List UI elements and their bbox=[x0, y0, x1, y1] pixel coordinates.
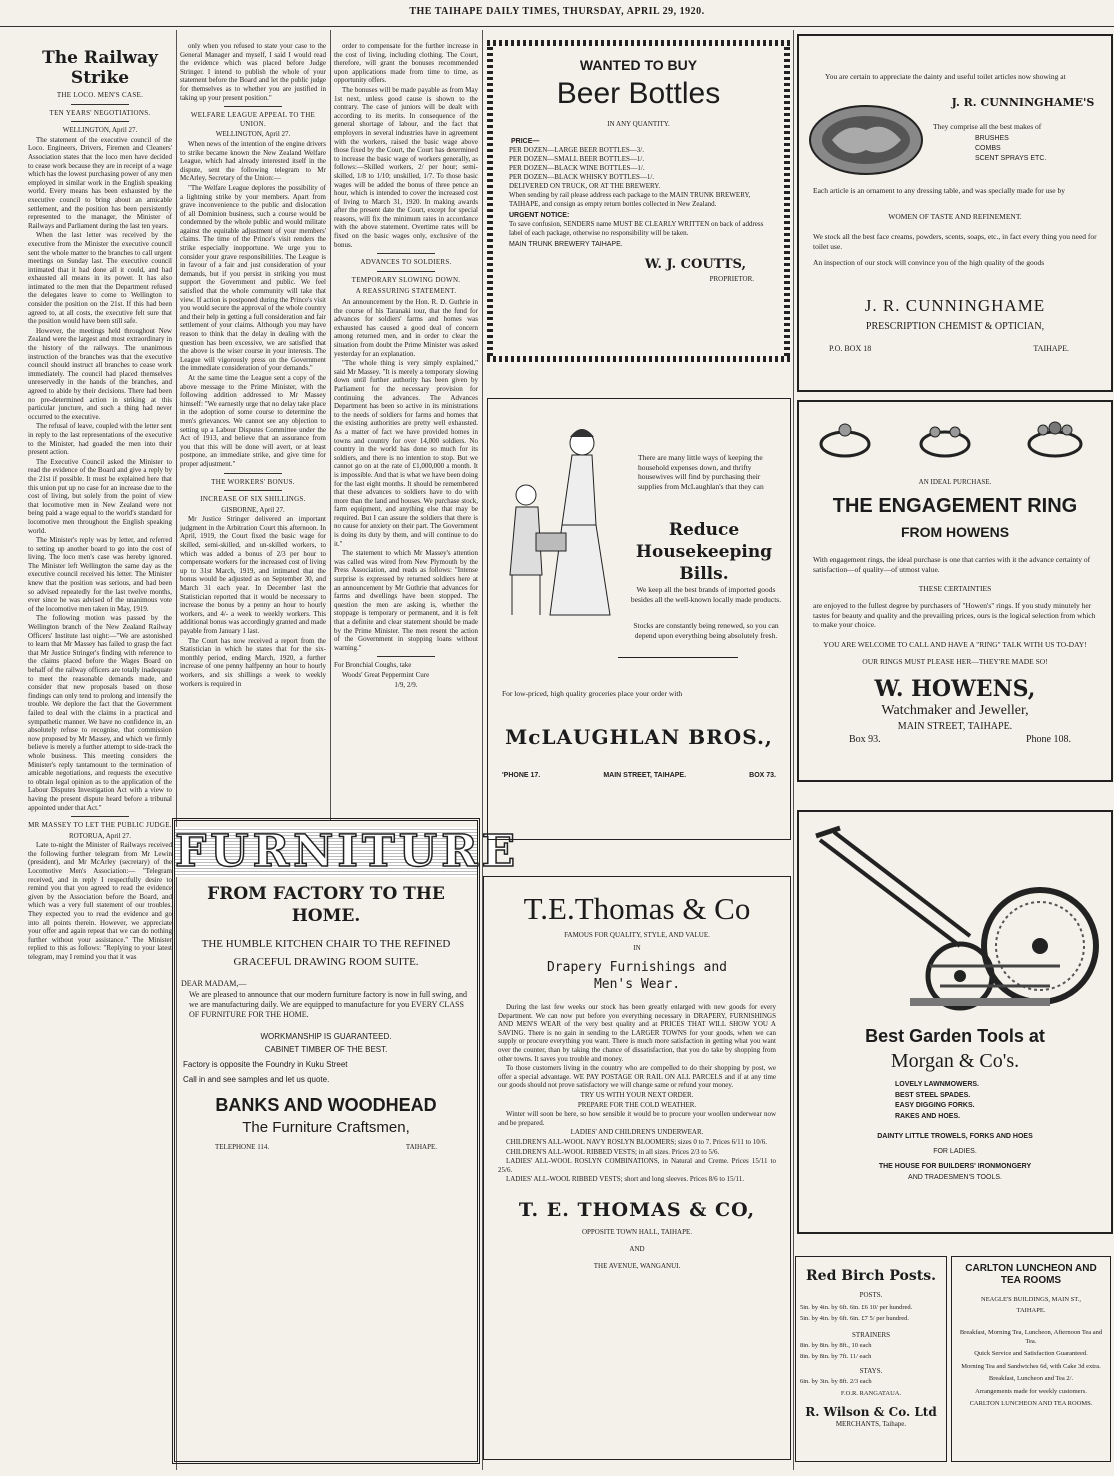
wilson-strainer-price: 8in. by 8in. by 7ft. 11/ each bbox=[800, 1352, 872, 1360]
paragraph: order to compensate for the further increase in the cost of living, including clothing. The Court, therefore, will grant the bonuses recommended upon applications made from time to time, as opportunity offers. bbox=[334, 42, 478, 85]
thomas-in: IN bbox=[633, 944, 641, 952]
wilson-strainers: STRAINERS bbox=[851, 1331, 891, 1339]
wilson-title: Red Birch Posts. bbox=[806, 1268, 936, 1284]
dateline: GISBORNE, April 27. bbox=[221, 505, 285, 514]
list-item: COMBS bbox=[975, 145, 1001, 152]
thomas-famous: FAMOUS FOR QUALITY, STYLE, AND VALUE. bbox=[564, 931, 710, 939]
paragraph: The bonuses will be made payable as from May 1st next, unless good cause is shown to the contrary. The case of juniors will be dealt with according to its merits. In consequence of the general shortage of labour, and the fact that employers in several industries have in agreement with the workers, raised the basic wage above those fixed by the Court, the Court has determined to increase the basic wage of workers generally, as follows:—Skilled workers, 2/ per hour; semi-skilled, 1/8 to 1/10; unskilled, 1/7. To those basic wages will be added the bonus of three pence an hour, which is intended to cover the increased cost of living to March 31, 1920. In making awards after the present date the Court, except for special reasons, will fix the minimum rates in accordance with the above statement. Overtime rates will be fixed on the basic wages only, exclusive of the bonus. bbox=[334, 85, 478, 249]
thomas-underwear-list bbox=[498, 1138, 776, 1184]
list-item: BEST STEEL SPADES. bbox=[895, 1091, 971, 1099]
beer-rail-note: When sending by rail please address each package to the MAIN TRUNK BREWERY, TAIHAPE, and consign as empty return bottles collected in New Zealand. bbox=[509, 191, 751, 208]
cunninghame-inspection: An inspection of our stock will convince you of the high quality of the goods bbox=[813, 258, 1045, 267]
howens-role: Watchmaker and Jeweller, bbox=[881, 703, 1029, 718]
thomas-ad bbox=[483, 876, 791, 1460]
howens-rings: OUR RINGS MUST PLEASE HER—THEY'RE MADE SO! bbox=[862, 657, 1048, 666]
divider bbox=[71, 816, 129, 817]
mclaughlan-street: MAIN STREET, TAIHAPE. bbox=[603, 772, 687, 779]
furniture-line: CABINET TIMBER OF THE BEST. bbox=[264, 1045, 388, 1054]
wilson-firm: R. Wilson & Co. Ltd bbox=[805, 1404, 937, 1419]
mclaughlan-name: McLAUGHLAN BROS., bbox=[505, 725, 773, 749]
list-item: LADIES' ALL-WOOL ROSLYN COMBINATIONS, in Natural and Creme. Prices 15/11 to 25/6. bbox=[498, 1157, 776, 1174]
divider bbox=[71, 104, 129, 105]
masthead: THE TAIHAPE DAILY TIMES, THURSDAY, APRIL 29, 1920. bbox=[0, 0, 1114, 27]
beer-notice: To save confusion, SENDERS name MUST BE CLEARLY WRITTEN on back of address label of each package, otherwise no responsibility will be taken. bbox=[509, 220, 764, 237]
border-ornament bbox=[487, 356, 790, 362]
carlton-line: Breakfast, Morning Tea, Luncheon, Afternoon Tea and Tea. bbox=[959, 1329, 1103, 1345]
wilson-post-price: 5in. by 4in. by 6ft. 6in. £7 5/ per hundred. bbox=[800, 1314, 910, 1322]
mclaughlan-reduce: Reduce Housekeeping Bills. bbox=[635, 520, 773, 584]
furniture-line: THE HUMBLE KITCHEN CHAIR TO THE REFINED bbox=[201, 938, 451, 950]
paragraph: During the last few weeks our stock has been greatly enlarged with new goods for every Department. We can now put before you everything necessary in DRAPERY, FURNISHINGS AND MEN'S WEAR of the very best quality and at PRICES THAT WILL SHOW YOU A SAVING. There is no gain in sending to the LARGER TOWNS for your goods, when we can supply or procure everything you want. There is much more satisfaction in getting what you want over the counter, than by taking the chance of dissatisfaction, that you do take by shopping from other towns. It saves you trouble and money. bbox=[498, 1003, 776, 1063]
beer-bottles-ad bbox=[487, 40, 790, 362]
article-subhead: A REASSURING STATEMENT. bbox=[355, 287, 457, 296]
paragraph: The following motion was passed by the Wellington branch of the New Zealand Railway Officers' Institute last night:—"We are astonished to learn that Mr Massey has failed to grasp the fact that Mr Justice Stringer's finding with reference to the claims placed before the Wages Board on behalf of the railway officers are totally inadequate to meet the reasonable demands made, and consider that new proposals based on those findings can only tend to prolong and intensify the trouble. We deplore the fact that the Government failed to deal with the claims in a practical and sympathetic manner. We have no confidence in, an absolutely refuse to recognise, that commission now proposed by Mr Massey, and which we firmly believe is merely a further attempt to side-track the whole business. This meeting considers the Minister's reply tantamount to the termination of amicable negotiations, and requests the executive to obtain legal opinion as to the application of the Labour Disputes Investigation Act with a view to having the present dispute heard before a tribunal appointed under that Act." bbox=[28, 614, 172, 812]
beer-price-list bbox=[509, 146, 784, 182]
paragraph: The statement to which Mr Massey's attention was called was wired from New Plymouth by the Press Association, and reads as follows: "Intense surprise is expressed by returned soldiers here at an announcement by Mr Guthrie that advances for farms and dwellings have been stopped. The question the men are asking is, whether the stoppage is temporary or permanent, and it is felt that a definite and clear statement should be made by the Prime Minister. The men resent the action of the Government in stopping loans without warning." bbox=[334, 549, 478, 652]
dateline: ROTORUA, April 27. bbox=[68, 831, 132, 840]
paragraph: The Court has now received a report from the Statistician in which he states that for the six-monthly period, ending March, 1920, a further increase of one penny halfpenny an hour to hourly workers, and six shillings a week to weekly workers is required in bbox=[180, 636, 326, 688]
dateline: WELLINGTON, April 27. bbox=[215, 130, 291, 139]
wilson-fob: F.O.R. RANGATAUA. bbox=[840, 1389, 902, 1397]
thomas-and: AND bbox=[629, 1244, 645, 1253]
cunninghame-box: P.O. BOX 18 bbox=[829, 344, 872, 353]
list-item: LOVELY LAWNMOWERS. bbox=[895, 1081, 980, 1088]
housewife-grocer-illustration bbox=[492, 415, 622, 645]
carlton-ad bbox=[951, 1256, 1111, 1462]
cunninghame-comprise: They comprise all the best makes of bbox=[933, 122, 1042, 131]
howens-p2: are enjoyed to the fullest degree by purchasers of "Howen's" rings. If you study minutely her tastes for beauty and quality and the prevailing prices, ours is the logical selection from which to make your choice. bbox=[813, 601, 1096, 629]
cunninghame-town: TAIHAPE. bbox=[1033, 344, 1069, 353]
howens-ad bbox=[797, 400, 1113, 782]
article-subhead: ADVANCES TO SOLDIERS. bbox=[360, 258, 452, 267]
list-item: RAKES AND HOES. bbox=[895, 1112, 961, 1120]
wilson-ad bbox=[795, 1256, 947, 1462]
thomas-body bbox=[498, 1003, 776, 1184]
article-subhead: INCREASE OF SIX SHILLINGS. bbox=[200, 495, 306, 504]
cunninghame-ad bbox=[797, 34, 1113, 392]
article-subhead: THE WORKERS' BONUS. bbox=[211, 477, 295, 486]
beer-brewery: MAIN TRUNK BREWERY TAIHAPE. bbox=[509, 241, 623, 248]
beer-proprietor-role: PROPRIETOR. bbox=[709, 275, 754, 283]
wilson-stay-price: 6in. by 3in. by 8ft. 2/3 each bbox=[800, 1378, 872, 1385]
morgan-tool-list bbox=[895, 1080, 1111, 1122]
cunninghame-stock: We stock all the best face creams, powders, scents, soaps, etc., in fact every thing you need for toilet use. bbox=[813, 232, 1097, 251]
paragraph: The Minister's reply was by letter, and referred to setting up another board to go into the cost of living. The loco men's case was hereby ignored. The Minister left Wellington the same day as the executive council received his letter. The Minister knew that the position was serious, and had been so advised repeatedly for the last twelve months, ever since he was advised of the unanimous vote of the locomotive men taken in May, 1919. bbox=[28, 536, 172, 613]
list-item: CHILDREN'S ALL-WOOL NAVY ROSLYN BLOOMERS; sizes 0 to 7. Prices 6/11 to 10/6. bbox=[506, 1137, 767, 1146]
thomas-firm: T. E. THOMAS & CO, bbox=[518, 1198, 756, 1221]
beer-title: Beer Bottles bbox=[556, 77, 721, 110]
carlton-town: TAIHAPE. bbox=[1016, 1307, 1046, 1314]
paragraph: An announcement by the Hon. R. D. Guthrie in the course of his Taranaki tour, that the fund for advances for soldiers' farms and homes was exhausted has caused a good deal of concern among returned men, and in order to clear the situation from doubt the Prime Minister was asked yesterday for an explanation. bbox=[334, 298, 478, 358]
column-rule bbox=[330, 30, 331, 820]
paragraph: Mr Justice Stringer delivered an important judgment in the Arbitration Court this afternoon. In April, 1919, the Court fixed the basic wage for skilled, semi-skilled, and un-skilled workers, to which was added a bonus of 2/3 per hour to compensate workers for the increased cost of living up to 31st March, 1919, and intimated that the bonus would be adjusted as on September 30, and March 31 each year. In December last the Statistician reported that it would be necessary to increase the bonus by a penny an hour to hourly workers, and 4/- a week to weekly workers. This additional bonus was accordingly granted and made payable from January 1 last. bbox=[180, 515, 326, 635]
carlton-line: Breakfast, Luncheon and Tea 2/. bbox=[988, 1375, 1074, 1382]
article-subhead: WELFARE LEAGUE APPEAL TO THE UNION. bbox=[190, 111, 316, 128]
divider bbox=[377, 271, 435, 272]
dateline: WELLINGTON, April 27. bbox=[62, 126, 138, 135]
article-subhead: THE LOCO. MEN'S CASE. bbox=[56, 91, 144, 99]
thomas-opposite: OPPOSITE TOWN HALL, TAIHAPE. bbox=[581, 1227, 693, 1236]
paragraph: "The Welfare League deplores the possibility of a lightning strike by your members. Apart from grave inconvenience to the public and dislocation of all Dominion business, such a course would be condemned by the whole public and would militate against the equitable adjustment of your members' claims. The time of the Prince's visit renders the strike especially inopportune. We urge you to consider your grave responsibilities. The League is in favour of a fair and just consideration of your demands, but if you persist in striking you must support the Government and public. We feel satisfied that the whole community will take that view. If action is postponed during the Prince's visit you would secure the approval of the whole country and their help in getting a full consideration and fair settlement of your claims. Although you may have reason to think that the delay in dealing with the question has been excessive, we are satisfied that the above is the wiser course in your interests. The League will vigorously press on the Government the immediate consideration of your demands." bbox=[180, 183, 326, 373]
carlton-line: Morning Tea and Sandwiches 6d, with Cake 3d extra. bbox=[961, 1362, 1101, 1370]
list-item: CHILDREN'S ALL-WOOL RIBBED VESTS; in all sizes. Prices 2/3 to 5/6. bbox=[506, 1147, 720, 1156]
thomas-title: T.E.Thomas & Co bbox=[523, 891, 751, 926]
paragraph: The Executive Council asked the Minister to read the evidence of the Board and give a reply by the 21st if possible. It must be explained here that this union put up no case for an increase due to the cost of living, but solely from the point of view that locomotive men in New Zealand were not being paid a wage equal to the world's standard for locomotive men throughout the English speaking world. bbox=[28, 457, 172, 535]
furniture-body: We are pleased to announce that our modern furniture factory is now in full swing, and we are manufacturing daily. We are equipped to manufacture for you EVERY CLASS OF FURNITURE FOR THE HOME. bbox=[189, 990, 467, 1019]
morgan-trades: AND TRADESMEN'S TOOLS. bbox=[908, 1174, 1002, 1181]
paragraph: To those customers living in the country who are compelled to do their shopping by post, we offer a special advantage. WE PAY POSTAGE OR RAIL ON ALL PARCELS and if at any time our goods should not prove satisfactory we will change same or refund your money. bbox=[498, 1064, 776, 1090]
article-subhead: TEN YEARS' NEGOTIATIONS. bbox=[49, 108, 151, 117]
morgan-ad bbox=[797, 810, 1113, 1234]
wilson-strainer-price: 8in. by 8in. by 8ft., 10 each bbox=[800, 1342, 872, 1349]
paragraph: Winter will soon be here, so how sensible it would be to procure your woollen underwear now and be prepared. bbox=[498, 1110, 776, 1127]
beer-proprietor-name: W. J. COUTTS, bbox=[644, 257, 746, 272]
paragraph: When the last letter was received by the executive from the Minister the executive council sent the whole matter to the branches to call urgent meetings on Sunday last. The executive council intimated that it had done all it could, and had exhausted all means in its power. It has also intimated to the men that the Department refused the delegates leave to come to Wellington to consider the position on the 21st. If this had been agreed to, at all costs, the executive felt sure that the position would have been still safe. bbox=[28, 231, 172, 326]
carlton-line: Arrangements made for weekly customers. bbox=[975, 1387, 1087, 1395]
cunninghame-intro: You are certain to appreciate the dainty and useful toilet articles now showing at bbox=[825, 72, 1066, 81]
column-rule bbox=[793, 30, 794, 1470]
divider bbox=[377, 656, 435, 657]
cunninghame-name: J. R. CUNNINGHAME bbox=[864, 296, 1046, 315]
paragraph: "The whole thing is very simply explained," said Mr Massey. "It is merely a temporary slowing down until further authority has been given by Parliament for the necessary provision for continuing the advances. The Advances Department has been so active in its ministrations to the needs of soldiers for farms and homes that the existing authorities are pretty well exhausted. As a matter of fact we have provided homes in towns and country for over 14,000 soldiers. No country in the world has done so much for its soldiers, and there is no intention to stop. But we cannot go on at the rate of £1,000,000 a month. It is impossible. And that is what we have been doing for the last eight months. It should be remembered that these advances to soldiers have to do with more than the land and houses. We purchase stock, farm equipment, and anything else that may be required. But I can assure the soldiers that there is no cause for anxiety on their part. The Government is doing its duty by them, and will continue to do it." bbox=[334, 359, 478, 548]
howens-box: Box 93. bbox=[849, 734, 881, 745]
beer-wanted: WANTED TO BUY bbox=[579, 57, 698, 73]
thomas-avenue: THE AVENUE, WANGANUI. bbox=[593, 1261, 681, 1270]
howens-welcome: YOU ARE WELCOME TO CALL AND HAVE A "RING" TALK WITH US TO-DAY! bbox=[823, 639, 1087, 649]
lawnmower-illustration bbox=[810, 826, 1100, 1016]
cunninghame-each: Each article is an ornament to any dressing table, and was specially made for use by bbox=[813, 186, 1065, 195]
list-item: SCENT SPRAYS ETC. bbox=[975, 155, 1047, 162]
article-subhead: TEMPORARY SLOWING DOWN. bbox=[351, 275, 461, 284]
furniture-subtitle: FROM FACTORY TO THE HOME. bbox=[207, 884, 445, 926]
furniture-firm: BANKS AND WOODHEAD bbox=[215, 1095, 437, 1115]
thomas-try: TRY US WITH YOUR NEXT ORDER. bbox=[580, 1090, 694, 1099]
wilson-post-price: 5in. by 4in. by 6ft. 6in. £6 10/ per hundred. bbox=[800, 1304, 913, 1311]
list-item: BRUSHES bbox=[975, 135, 1009, 142]
howens-phone: Phone 108. bbox=[1026, 734, 1071, 745]
paragraph: At the same time the League sent a copy of the above message to the Prime Minister, with the following addition addressed to Mr Massey himself: "We earnestly urge that no delay take place in the adoption of some course to determine the men's grievances. We cannot see any objection to setting up a Labour Disputes Committee under the Act of 1913, and believe that an assurance from you that this will be done will avert, or at least postpone, an immediate strike, and give time for proper adjustment." bbox=[180, 373, 326, 468]
cunninghame-list bbox=[975, 134, 1095, 164]
howens-from: FROM HOWENS bbox=[900, 524, 1010, 540]
rings-illustration bbox=[805, 414, 1105, 468]
carlton-line: Quick Service and Satisfaction Guaranteed. bbox=[974, 1350, 1088, 1357]
mclaughlan-stocks: Stocks are constantly being renewed, so you can depend upon everything being absolutely fresh. bbox=[633, 621, 779, 640]
list-item: EASY DIGGING FORKS. bbox=[895, 1102, 975, 1109]
morgan-ladies: FOR LADIES. bbox=[933, 1148, 977, 1155]
mclaughlan-keep: We keep all the best brands of imported goods besides all the well-known locally made products. bbox=[630, 585, 782, 604]
morgan-title: Best Garden Tools at bbox=[865, 1026, 1045, 1046]
beer-quantity: IN ANY QUANTITY. bbox=[607, 120, 670, 128]
cough-ad-line: For Bronchial Coughs, take bbox=[334, 661, 412, 670]
mclaughlan-intro: There are many little ways of keeping the household expenses down, and thrifty housewives will find by purchasing their supplies from McLaughlan's that they can bbox=[638, 453, 764, 491]
beer-price-label: PRICE— bbox=[511, 138, 540, 145]
wilson-stays: STAYS. bbox=[859, 1367, 883, 1375]
article-subhead: MR MASSEY TO LET THE PUBLIC JUDGE. bbox=[28, 821, 172, 830]
beer-urgent: URGENT NOTICE: bbox=[509, 212, 570, 219]
brush-illustration bbox=[807, 100, 925, 180]
paragraph: only when you refused to state your case to the General Manager and myself, I said I would read the evidence which was placed before Judge Stringer. I intend to publish the whole of your statement before the Board and let the public judge for themselves as to whether you are justified in taking up your present position." bbox=[180, 42, 326, 102]
list-item: PER DOZEN—LARGE BEER BOTTLES—3/. bbox=[509, 146, 644, 154]
divider bbox=[618, 657, 738, 658]
furniture-town: TAIHAPE. bbox=[405, 1143, 437, 1151]
morgan-dainty: DAINTY LITTLE TROWELS, FORKS AND HOES bbox=[877, 1133, 1033, 1140]
beer-delivery: DELIVERED ON TRUCK, OR AT THE BREWERY. bbox=[509, 182, 661, 190]
furniture-ad bbox=[172, 818, 520, 1464]
article-title: The Railway Strike bbox=[42, 48, 158, 88]
paragraph: However, the meetings held throughout New Zealand were the largest and most extraordinary in the history of the railways. The unanimous instruction of the branches was that the executive council should instruct all branches to cease work immediately. The council had placed themselves unreservedly in the hands of the branches, and agreed to abide by their decisions. There had been no pre-determined action in striking at this particular juncture, and such a thing had never occurred to the executive. bbox=[28, 326, 172, 421]
column-two-text bbox=[180, 42, 326, 812]
paragraph: The statement of the executive council of the Loco. Engineers, Drivers, Firemen and Cleaners' Association states that the loco men have decided to cease work because they are in receipt of a wage which has the lowest purchasing power of any men employed in similar work in the English speaking world. Every means has been exhausted by the executive council to bring about an amicable settlement, and the position has been persistently represented to the manager, the Minister of Railways and Parliament during the last ten years. bbox=[28, 135, 172, 230]
divider bbox=[224, 106, 282, 107]
furniture-craftsmen: The Furniture Craftsmen, bbox=[242, 1119, 410, 1136]
thomas-drapery: Drapery Furnishings and Men's Wear. bbox=[546, 960, 727, 992]
cunninghame-women: WOMEN OF TASTE AND REFINEMENT. bbox=[888, 212, 1022, 221]
mclaughlan-ad bbox=[487, 398, 791, 840]
cunninghame-role: PRESCRIPTION CHEMIST & OPTICIAN, bbox=[865, 321, 1045, 332]
column-three-text bbox=[334, 42, 478, 812]
mclaughlan-phone: 'PHONE 17. bbox=[502, 772, 541, 779]
paragraph: When news of the intention of the engine drivers to strike became known the New Zealand Welfare League, which had already interested itself in the dispute, sent the following telegram to Mr McArley, Secretary of the Union:— bbox=[180, 139, 326, 183]
mclaughlan-box: BOX 73. bbox=[749, 772, 776, 779]
list-item: LADIES' ALL-WOOL RIBBED VESTS; short and long sleeves. Prices 8/6 to 15/11. bbox=[506, 1175, 745, 1184]
list-item: PER DOZEN—BLACK WINE BOTTLES—1/. bbox=[509, 164, 645, 172]
wilson-merchants: MERCHANTS, Taihape. bbox=[835, 1419, 907, 1428]
railway-strike-article bbox=[28, 44, 172, 1472]
thomas-ladies: LADIES' AND CHILDREN'S UNDERWEAR. bbox=[570, 1128, 704, 1137]
furniture-line: Factory is opposite the Foundry in Kuku Street bbox=[183, 1060, 348, 1069]
wilson-posts: POSTS. bbox=[859, 1291, 883, 1299]
divider bbox=[224, 490, 282, 491]
howens-certainties: THESE CERTAINTIES bbox=[918, 584, 992, 593]
furniture-line: Call in and see samples and let us quote. bbox=[183, 1075, 330, 1084]
cough-ad-line: Woods' Great Peppermint Cure bbox=[342, 670, 430, 679]
howens-street: MAIN STREET, TAIHAPE. bbox=[897, 721, 1013, 732]
divider bbox=[224, 473, 282, 474]
morgan-house: THE HOUSE FOR BUILDERS' IRONMONGERY bbox=[878, 1163, 1032, 1170]
cough-ad-price: 1/9, 2/9. bbox=[394, 680, 418, 689]
howens-name: W. HOWENS, bbox=[874, 676, 1036, 702]
paragraph: Late to-night the Minister of Railways received the following further telegram from Mr Lewin (president), and Mr McArley (secretary) of the Locomotive Men's Association:— "Telegram received, and in reply I respectfully desire to remind you that you agreed to read the evidence given by the Association before the Board, and which was a very full statement of our troubles. They expected you to read the evidence and go into all points therein. However, we appreciate your offer and again repeat that we can do nothing further without your assistance." The Minister replied to this as follows: "Replying to your latest telegram, may I remind you that it was bbox=[28, 841, 172, 961]
divider bbox=[71, 121, 129, 122]
cunninghame-shop: J. R. CUNNINGHAME'S bbox=[951, 96, 1095, 109]
carlton-address: NEAGLE'S BUILDINGS, MAIN ST., bbox=[981, 1296, 1081, 1303]
furniture-line: GRACEFUL DRAWING ROOM SUITE. bbox=[233, 956, 419, 968]
furniture-telephone: TELEPHONE 114. bbox=[215, 1143, 270, 1151]
divider bbox=[377, 253, 435, 254]
howens-ideal: AN IDEAL PURCHASE. bbox=[918, 478, 992, 486]
furniture-salutation: DEAR MADAM,— bbox=[181, 979, 247, 988]
furniture-line: WORKMANSHIP IS GUARANTEED. bbox=[260, 1032, 392, 1041]
paragraph: The refusal of leave, coupled with the letter sent in reply to the last representations of the executive to the Minister, had goaded the men into their present action. bbox=[28, 422, 172, 457]
mclaughlan-low: For low-priced, high quality groceries place your order with bbox=[502, 689, 683, 698]
carlton-title: CARLTON LUNCHEON AND TEA ROOMS bbox=[965, 1263, 1097, 1286]
furniture-title: FURNITURE bbox=[175, 826, 520, 877]
howens-title: THE ENGAGEMENT RING bbox=[832, 495, 1078, 517]
thomas-prepare: PREPARE FOR THE COLD WEATHER. bbox=[577, 1100, 697, 1109]
howens-p1: With engagement rings, the ideal purchase is one that carries with it the advance certainty of satisfaction—of quality—of utmost value. bbox=[813, 555, 1091, 574]
list-item: PER DOZEN—SMALL BEER BOTTLES—1/. bbox=[509, 155, 645, 163]
morgan-title-2: Morgan & Co's. bbox=[890, 1050, 1020, 1072]
carlton-line: CARLTON LUNCHEON AND TEA ROOMS. bbox=[969, 1400, 1093, 1407]
border-ornament bbox=[784, 46, 790, 356]
list-item: PER DOZEN—BLACK WHISKY BOTTLES—1/. bbox=[509, 173, 655, 181]
